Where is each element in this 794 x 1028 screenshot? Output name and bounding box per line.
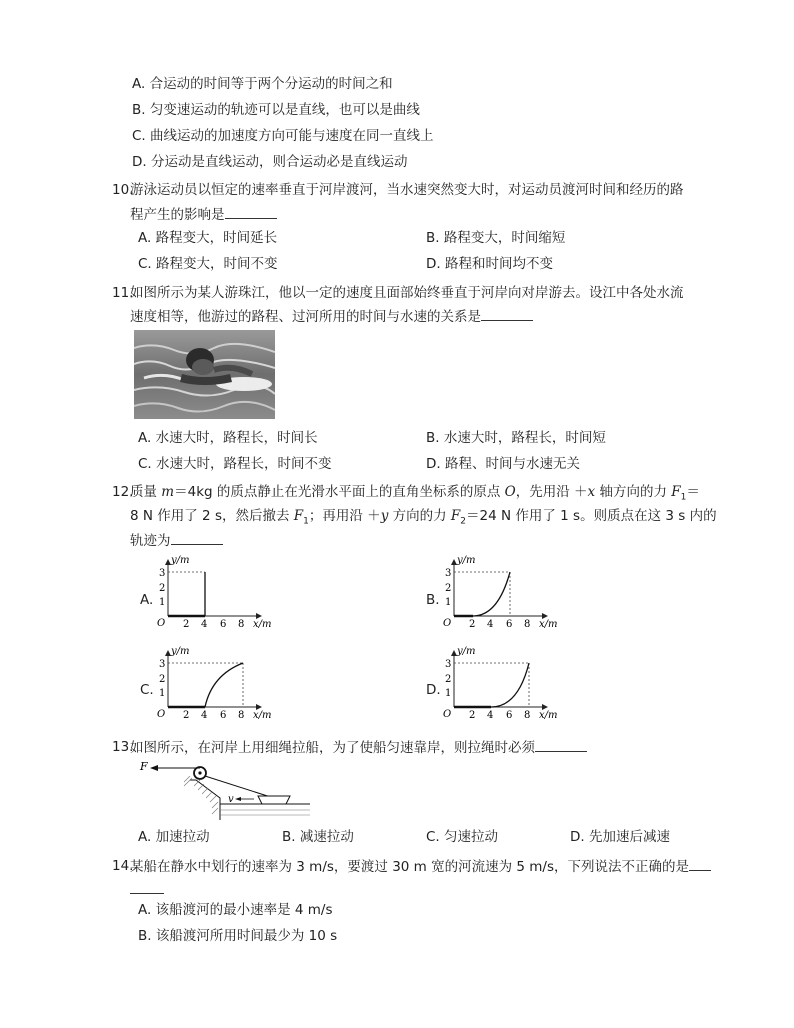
q9-option-d: D. 分运动是直线运动，则合运动必是直线运动 [132, 154, 408, 170]
q12-var-f1: F [671, 484, 681, 500]
answer-blank [481, 306, 533, 321]
q11-option-c: C. 水速大时，路程长，时间不变 [138, 456, 332, 472]
q12-option-a-label: A. [140, 592, 154, 608]
answer-blank [535, 737, 587, 752]
q10-stem-text: 程产生的影响是 [130, 207, 225, 223]
q10-option-b: B. 路程变大，时间缩短 [426, 230, 566, 246]
q9-option-c: C. 曲线运动的加速度方向可能与速度在同一直线上 [132, 128, 434, 144]
x-axis-label: x/m [253, 710, 272, 721]
q12-stem-text: 轨迹为 [130, 533, 171, 549]
q12-graph-b [436, 554, 576, 630]
q14-number: 14. [112, 858, 134, 874]
q14-stem-line2 [130, 879, 164, 900]
y-axis-label: y/m [171, 555, 190, 566]
q12-number: 12. [112, 484, 134, 500]
x-tick: 8 [238, 710, 245, 721]
q13-stem-text: 如图所示，在河岸上用细绳拉船，为了使船匀速靠岸，则拉绳时必须 [130, 740, 535, 756]
q10-number: 10. [112, 182, 134, 198]
y-tick: 1 [159, 688, 166, 699]
q11-stem-line1: 如图所示为某人游珠江，他以一定的速度且面部始终垂直于河岸向对岸游去。设江中各处水流 [130, 285, 684, 301]
q11-number: 11. [112, 285, 134, 301]
y-axis-label: y/m [171, 646, 190, 657]
x-axis-label: x/m [539, 710, 558, 721]
q11-stem-line2 [130, 306, 533, 327]
q12-sub: 1 [680, 492, 687, 503]
y-tick: 1 [445, 597, 452, 608]
q12-text: ＝ [686, 484, 700, 500]
q13-option-c: C. 匀速拉动 [426, 829, 499, 845]
x-tick: 4 [487, 619, 494, 630]
q12-var-o: O [504, 484, 516, 500]
x-axis-label: x/m [253, 619, 272, 630]
y-tick: 1 [159, 597, 166, 608]
q12-option-b-label: B. [426, 592, 440, 608]
x-tick: 8 [238, 619, 245, 630]
x-tick: 2 [469, 619, 476, 630]
q13-option-b: B. 减速拉动 [282, 829, 354, 845]
q12-var-x: x [587, 484, 596, 500]
x-tick: 4 [201, 619, 208, 630]
q13-number: 13. [112, 739, 134, 755]
origin-label: O [443, 709, 452, 720]
y-tick: 3 [159, 659, 166, 670]
q11-option-b: B. 水速大时，路程长，时间短 [426, 430, 606, 446]
y-tick: 3 [159, 568, 166, 579]
x-tick: 6 [506, 619, 513, 630]
y-axis-label: y/m [457, 555, 476, 566]
q12-stem-line2 [130, 506, 717, 532]
q14-stem-line1 [130, 856, 711, 877]
answer-blank [130, 879, 164, 894]
x-axis-label: x/m [539, 619, 558, 630]
q10-option-c: C. 路程变大，时间不变 [138, 256, 278, 272]
q12-text: ＝4kg 的质点静止在光滑水平面上的直角坐标系的原点 [174, 484, 505, 500]
q12-var-f1: F [293, 508, 304, 524]
x-tick: 2 [469, 710, 476, 721]
x-tick: 6 [506, 710, 513, 721]
y-axis-label: y/m [457, 646, 476, 657]
q14-option-b: B. 该船渡河所用时间最少为 10 s [138, 928, 338, 944]
q13-option-d: D. 先加速后减速 [570, 829, 670, 845]
q13-option-a: A. 加速拉动 [138, 829, 210, 845]
q12-text: 质量 [130, 484, 162, 500]
q10-stem-line1: 游泳运动员以恒定的速率垂直于河岸渡河，当水速突然变大时，对运动员渡河时间和经历的路 [130, 182, 684, 198]
q12-text: ，先用沿 ＋ [515, 484, 588, 500]
q10-option-d: D. 路程和时间均不变 [426, 256, 553, 272]
q12-text: 方向的力 [388, 508, 451, 524]
origin-label: O [443, 618, 452, 629]
q12-var-y: y [380, 508, 389, 524]
force-label: F [140, 760, 148, 773]
q11-stem-text: 速度相等，他游过的路程、过河所用的时间与水速的关系是 [130, 309, 481, 325]
origin-label: O [157, 709, 166, 720]
q12-graph-a [150, 554, 290, 630]
velocity-label: v [228, 794, 234, 805]
q10-option-a: A. 路程变大，时间延长 [138, 230, 278, 246]
y-tick: 2 [445, 583, 452, 594]
x-tick: 8 [524, 710, 531, 721]
q14-option-a: A. 该船渡河的最小速率是 4 m/s [138, 902, 333, 918]
q12-sub: 2 [460, 516, 467, 527]
q12-option-c-label: C. [140, 682, 154, 698]
answer-blank [689, 856, 711, 871]
x-tick: 8 [524, 619, 531, 630]
answer-blank [171, 530, 223, 545]
y-tick: 2 [159, 583, 166, 594]
x-tick: 6 [220, 619, 227, 630]
q10-stem-line2 [130, 204, 277, 225]
y-tick: 3 [445, 659, 452, 670]
origin-label: O [157, 618, 166, 629]
q12-graph-d [436, 645, 576, 721]
x-tick: 2 [183, 619, 190, 630]
y-tick: 2 [445, 674, 452, 685]
q12-stem-line3 [130, 530, 223, 551]
answer-blank [225, 204, 277, 219]
q12-var-f2: F [450, 508, 461, 524]
rope-pulling-boat-figure [132, 758, 310, 820]
q11-option-a: A. 水速大时，路程长，时间长 [138, 430, 318, 446]
q12-text: ＝24 N 作用了 1 s。则质点在这 3 s 内的 [466, 508, 717, 524]
q12-text: ；再用沿 ＋ [308, 508, 381, 524]
q14-stem-text: 某船在静水中划行的速率为 3 m/s，要渡过 30 m 宽的河流速为 5 m/s，下列说法不正确的是 [130, 859, 690, 875]
q12-stem-line1 [130, 482, 700, 508]
q11-option-d: D. 路程、时间与水速无关 [426, 456, 580, 472]
q12-text: 8 N 作用了 2 s，然后撤去 [130, 508, 294, 524]
q12-option-d-label: D. [426, 682, 441, 698]
y-tick: 2 [159, 674, 166, 685]
swimmer-photo [134, 330, 275, 419]
q12-var-m: m [161, 484, 175, 500]
q9-option-b: B. 匀变速运动的轨迹可以是直线，也可以是曲线 [132, 102, 420, 118]
q12-graph-c [150, 645, 290, 721]
q12-text: 轴方向的力 [595, 484, 672, 500]
x-tick: 4 [201, 710, 208, 721]
q12-sub: 1 [303, 516, 309, 527]
y-tick: 3 [445, 568, 452, 579]
q9-option-a: A. 合运动的时间等于两个分运动的时间之和 [132, 76, 393, 92]
x-tick: 4 [487, 710, 494, 721]
y-tick: 1 [445, 688, 452, 699]
x-tick: 6 [220, 710, 227, 721]
q13-stem-line1 [130, 737, 587, 758]
x-tick: 2 [183, 710, 190, 721]
